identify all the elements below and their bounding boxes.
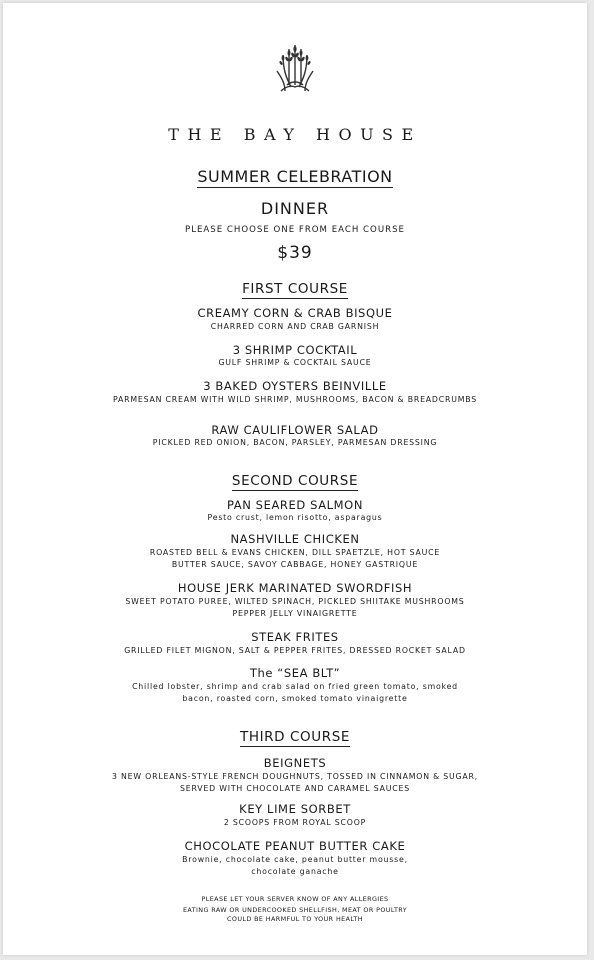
menu-item-name: PAN SEARED SALMON <box>226 498 364 512</box>
menu-item-desc: SERVED WITH CHOCOLATE AND CARAMEL SAUCES <box>180 784 410 793</box>
menu-item-desc: Brownie, chocolate cake, peanut butter mousse, <box>182 855 408 864</box>
event-title: SUMMER CELEBRATION <box>197 167 393 186</box>
menu-item-name: STEAK FRITES <box>251 630 339 644</box>
menu-item-name: NASHVILLE CHICKEN <box>230 532 360 546</box>
menu-item-name: The “SEA BLT” <box>249 666 341 680</box>
menu-item-desc: Chilled lobster, shrimp and crab salad on fried green tomato, smoked <box>132 682 458 691</box>
menu-item-desc: BUTTER SAUCE, SAVOY CABBAGE, HONEY GASTRIQUE <box>171 560 419 569</box>
menu-item-desc: SWEET POTATO PUREE, WILTED SPINACH, PICKLED SHIITAKE MUSHROOMS <box>125 597 465 606</box>
allergy-note: PLEASE LET YOUR SERVER KNOW OF ANY ALLERGIES <box>201 895 389 903</box>
menu-item-desc: GRILLED FILET MIGNON, SALT & PEPPER FRITES, DRESSED ROCKET SALAD <box>124 646 466 655</box>
health-warning: COULD BE HARMFUL TO YOUR HEALTH <box>227 915 363 923</box>
menu-item-name: 3 SHRIMP COCKTAIL <box>232 343 358 357</box>
menu-item-name: 3 BAKED OYSTERS BEINVILLE <box>203 379 387 393</box>
menu-item-desc: Pesto crust, lemon risotto, asparagus <box>207 513 383 522</box>
menu-item-desc: PARMESAN CREAM WITH WILD SHRIMP, MUSHROOMS, BACON & BREADCRUMBS <box>113 395 477 404</box>
menu-item-name: CREAMY CORN & CRAB BISQUE <box>197 306 393 320</box>
menu-item-desc: ROASTED BELL & EVANS CHICKEN, DILL SPAETZLE, HOT SAUCE <box>149 548 441 557</box>
menu-item-desc: bacon, roasted corn, smoked tomato vinaigrette <box>182 694 408 703</box>
price: $39 <box>277 243 313 263</box>
menu-item-name: BEIGNETS <box>263 756 327 770</box>
menu-item-desc: GULF SHRIMP & COCKTAIL SAUCE <box>218 358 372 367</box>
menu-item-desc: PICKLED RED ONION, BACON, PARSLEY, PARMESAN DRESSING <box>152 438 438 447</box>
menu-item-desc: CHARRED CORN AND CRAB GARNISH <box>210 322 380 331</box>
meal-label: DINNER <box>260 199 330 218</box>
menu-item-desc: chocolate ganache <box>251 867 339 876</box>
menu-item-desc: PEPPER JELLY VINAIGRETTE <box>232 609 358 618</box>
course-title: FIRST COURSE <box>242 281 348 297</box>
instruction-text: PLEASE CHOOSE ONE FROM EACH COURSE <box>185 225 405 235</box>
menu-item-name: KEY LIME SORBET <box>239 802 351 816</box>
health-warning: EATING RAW OR UNDERCOOKED SHELLFISH, MEAT OR POULTRY <box>182 906 407 914</box>
course-title: THIRD COURSE <box>239 729 351 745</box>
menu-item-name: HOUSE JERK MARINATED SWORDFISH <box>177 581 413 595</box>
course-title: SECOND COURSE <box>231 473 359 489</box>
restaurant-name: THE BAY HOUSE <box>168 125 422 144</box>
menu-item-name: RAW CAULIFLOWER SALAD <box>211 423 379 437</box>
menu-item-desc: 3 NEW ORLEANS-STYLE FRENCH DOUGHNUTS, TOSSED IN CINNAMON & SUGAR, <box>112 772 478 781</box>
wheat-sprig-logo-icon <box>265 41 325 99</box>
menu-item-name: CHOCOLATE PEANUT BUTTER CAKE <box>184 839 406 853</box>
menu-item-desc: 2 SCOOPS FROM ROYAL SCOOP <box>223 818 367 827</box>
menu-page <box>3 3 587 955</box>
